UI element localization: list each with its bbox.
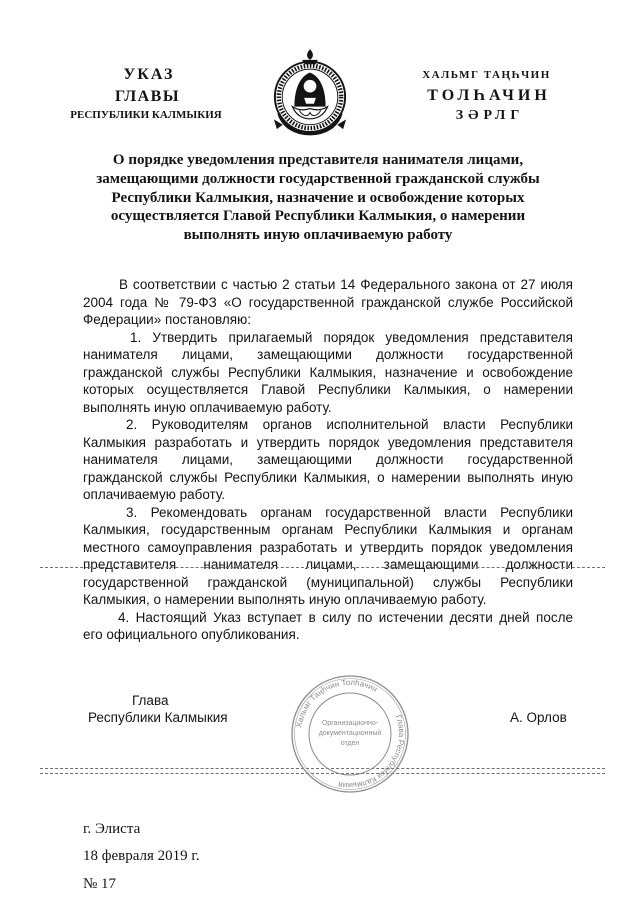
- body-line: Калмыкия, государственным органам Республики Калмыкия и органам: [83, 522, 573, 537]
- body-line: 1. Утвердить прилагаемый порядок уведомления представителя: [130, 329, 573, 345]
- body-line: его официального опубликования.: [83, 627, 300, 642]
- kalmyk-heading-line2: ТОЛҺАЧИН: [427, 87, 551, 104]
- seal-ring-text-bottom: Глава Республики Калмыкия: [337, 713, 407, 791]
- decree-title: [38, 151, 598, 245]
- issue-date: 18 февраля 2019 г.: [83, 848, 200, 864]
- title-line: О порядке уведомления представителя нанимателя лицами,: [112, 152, 524, 168]
- decree-body: [83, 276, 573, 644]
- paragraph-item-2: [83, 416, 573, 504]
- title-line: Республики Калмыкия, назначение и освобождение которых: [111, 189, 525, 206]
- seal-center-line: Организационно-: [321, 720, 379, 727]
- seal-center-line: отдел: [340, 740, 360, 747]
- body-line: оплачиваемую работу.: [83, 487, 226, 502]
- body-line: гражданской службы Республики Калмыкия, назначение и освобождение: [83, 364, 573, 380]
- seal-center-line: документационный: [318, 730, 382, 737]
- paragraph-item-4: [83, 609, 573, 644]
- paragraph-preamble: [83, 276, 573, 329]
- paragraph-item-1: [83, 329, 573, 417]
- seal-ring-text-top: Хальмг Таңһчин Толһачин: [294, 677, 379, 729]
- body-line: Федерации» постановляю:: [83, 312, 251, 327]
- official-seal: [290, 674, 410, 794]
- title-line: осуществляется Главой Республики Калмыкия, о намерении: [110, 208, 526, 225]
- body-line: нанимателя лицами, замещающими должности государственной: [83, 452, 573, 467]
- issue-place: г. Элиста: [83, 821, 141, 837]
- body-line: 2. Руководителям органов исполнительной власти Республики: [126, 417, 573, 432]
- decree-number: № 17: [83, 876, 117, 892]
- body-line: 4. Настоящий Указ вступает в силу по истечении десяти дней после: [118, 609, 573, 625]
- title-line: выполнять иную оплачиваемую работу: [183, 227, 453, 244]
- body-line: гражданской службы Республики Калмыкия, о намерении выполнять иную: [83, 469, 573, 485]
- body-line: 3. Рекомендовать органам государственной власти Республики: [126, 504, 573, 520]
- body-line: Калмыкия, о намерении выполнять иную оплачиваемую работу.: [83, 592, 487, 607]
- body-line: нанимателя лицами, замещающими должности государственной: [83, 347, 573, 362]
- body-line: Калмыкия разработать и утвердить порядок уведомления представителя: [83, 434, 573, 450]
- body-line: местного самоуправления разработать и утвердить порядок уведомления: [83, 539, 573, 555]
- body-line: которых осуществляется Главой Республики Калмыкия, о намерении: [83, 382, 573, 397]
- body-line: В соответствии с частью 2 статьи 14 Федерального закона от 27 июля: [119, 277, 573, 292]
- signatory-name: А. Орлов: [510, 710, 567, 725]
- body-line: 2004 года № 79-ФЗ «О государственной гражданской службе Российской: [83, 294, 573, 310]
- body-line: государственной гражданской (муниципальной) службы Республики: [83, 574, 573, 590]
- signatory-position-line1: Глава: [132, 693, 169, 708]
- coat-of-arms-icon: [271, 47, 349, 139]
- body-line: выполнять иную оплачиваемую работу.: [83, 399, 332, 415]
- kalmyk-heading-line3: ЗӘРЛГ: [455, 108, 525, 123]
- issuer-region-heading: РЕСПУБЛИКИ КАЛМЫКИЯ: [70, 109, 222, 121]
- signatory-position-line2: Республики Калмыкия: [88, 710, 228, 725]
- body-line: представителя нанимателя лицами, замещающими должности: [83, 557, 573, 572]
- issuer-heading: ГЛАВЫ: [114, 88, 181, 105]
- scan-fold-line: [40, 567, 605, 568]
- kalmyk-heading-line1: ХАЛЬМГ ТАҢҺЧИН: [422, 69, 551, 81]
- decree-type-heading: УКАЗ: [123, 66, 175, 83]
- title-line: замещающими должности государственной гражданской службы: [96, 170, 540, 187]
- paragraph-item-3: [83, 504, 573, 609]
